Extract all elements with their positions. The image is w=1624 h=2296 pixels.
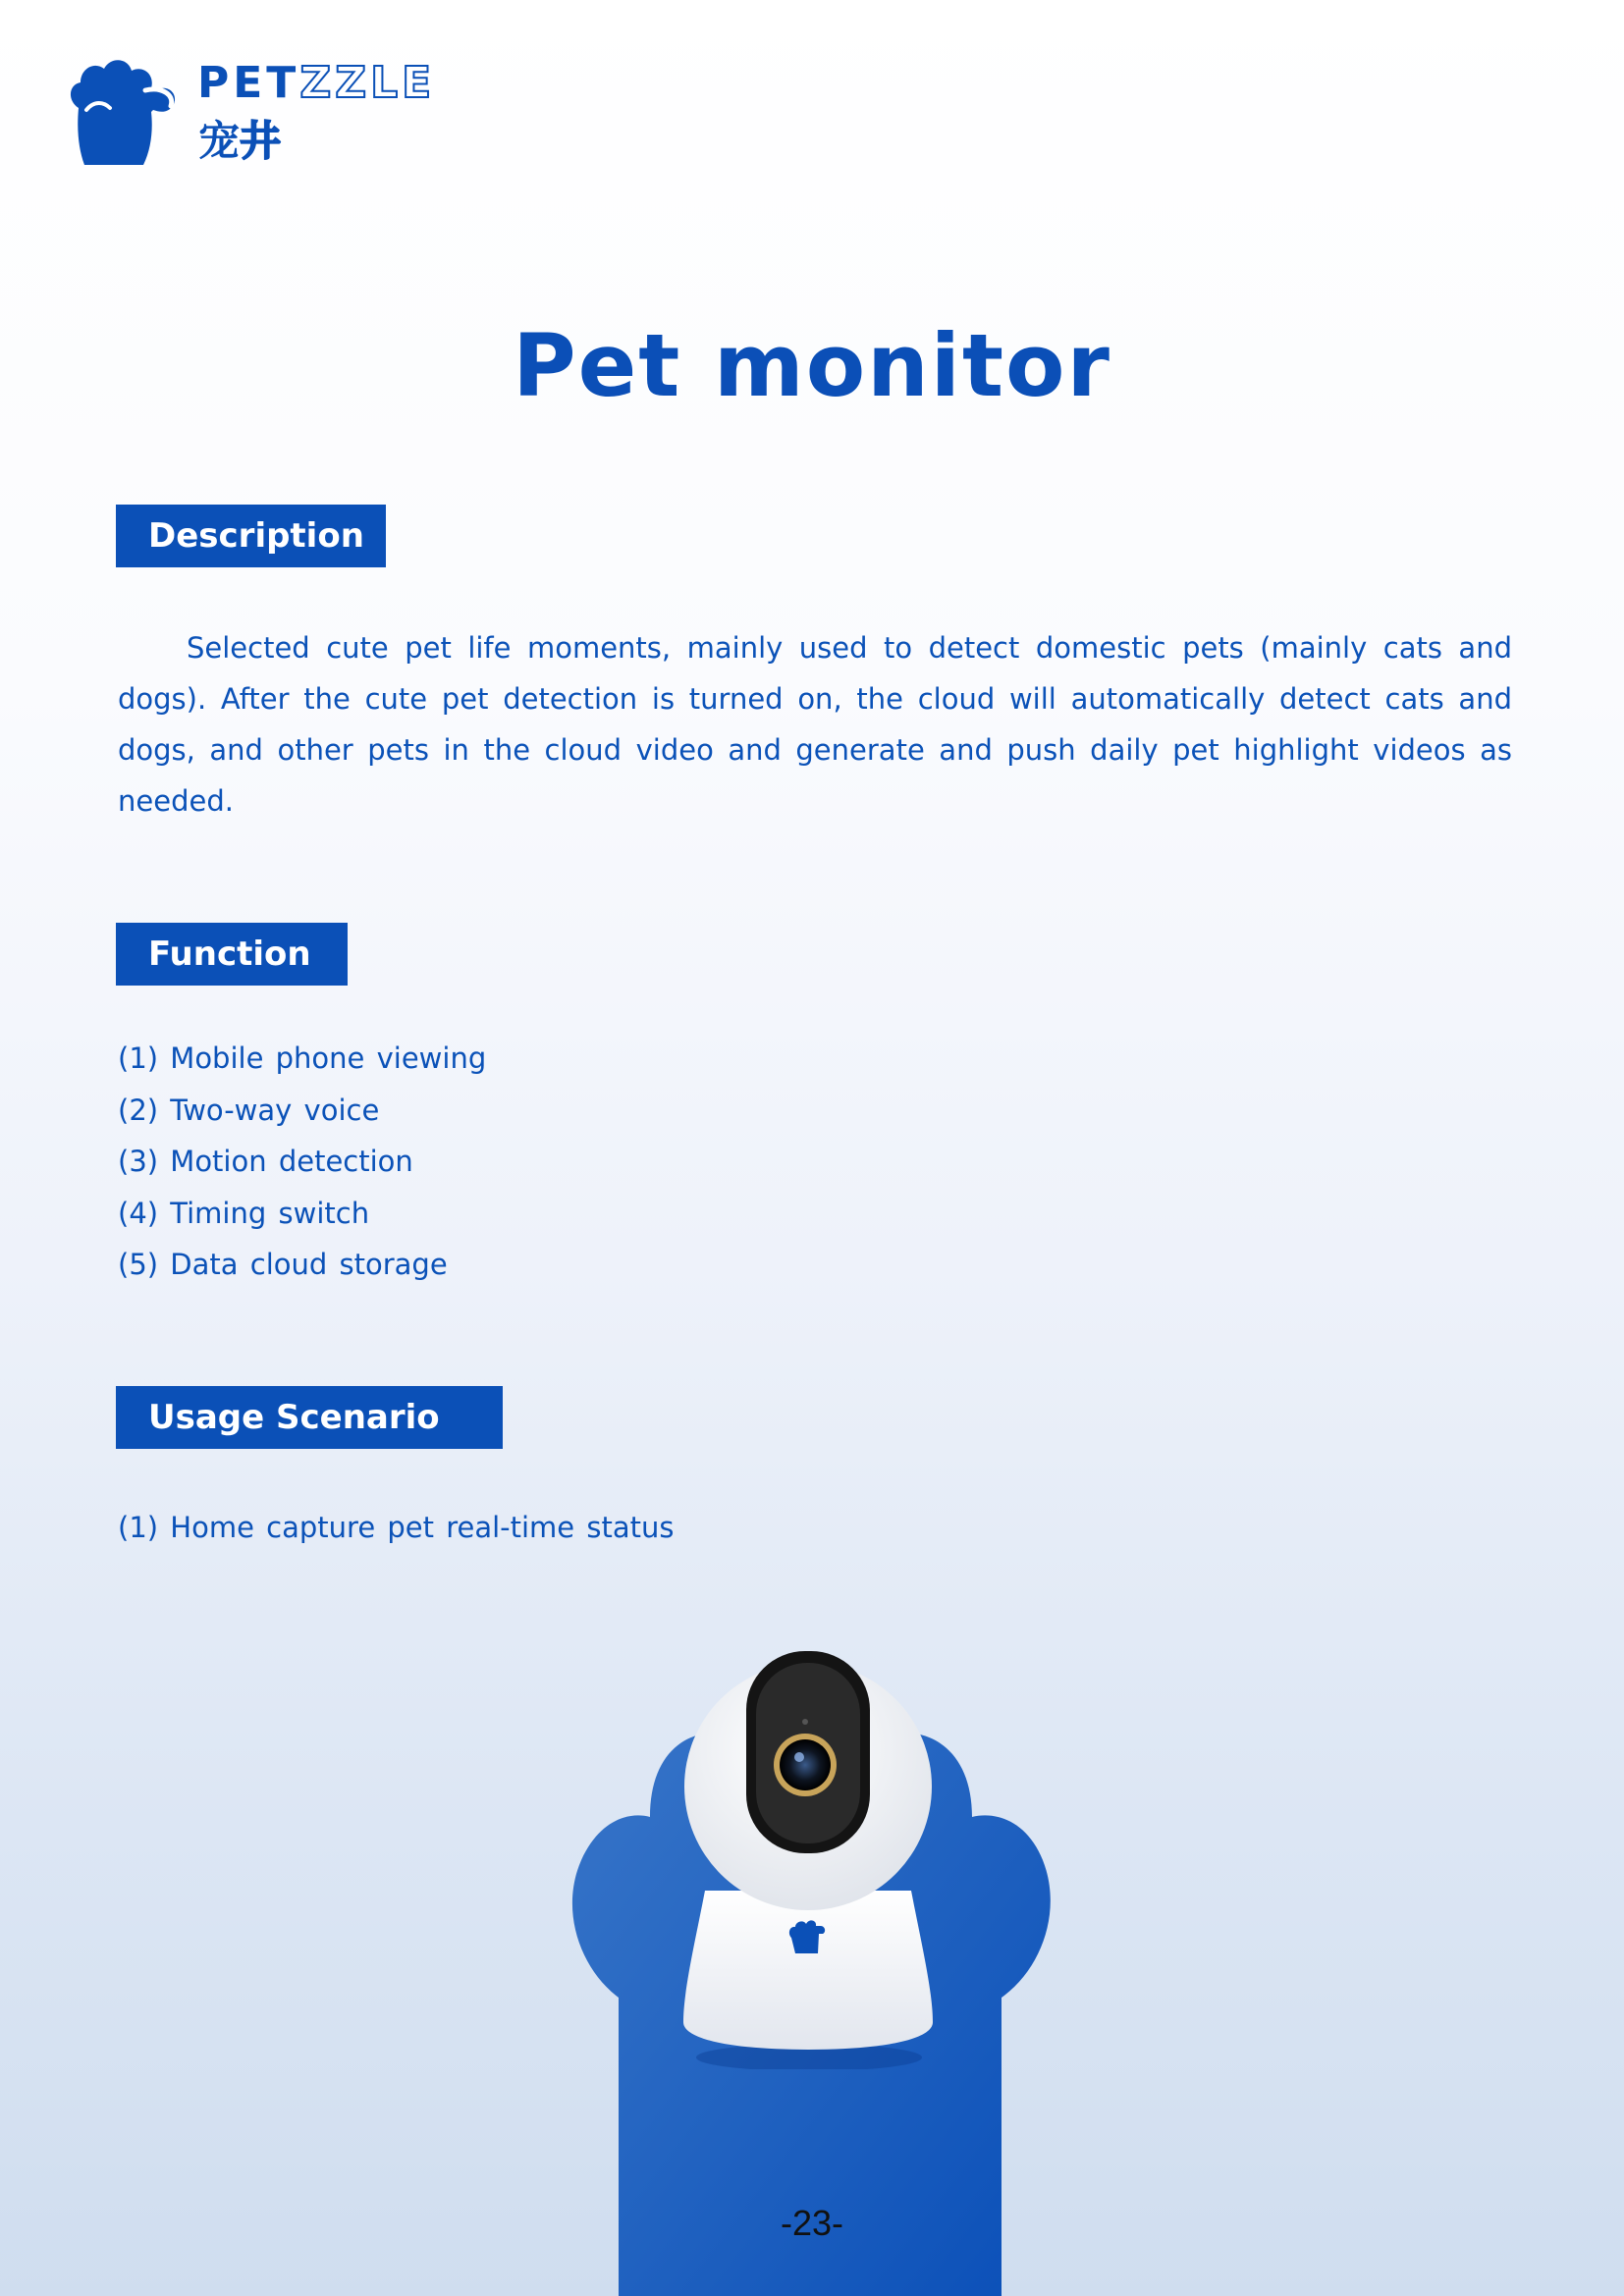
list-item: (1) Mobile phone viewing [118,1041,487,1075]
list-item: (5) Data cloud storage [118,1248,448,1281]
list-item: (1) Home capture pet real-time status [118,1511,675,1544]
brand-cn-char-2: 井 [240,117,282,165]
page-number: -23- [780,2203,844,2243]
brand-name [197,58,436,108]
brand-cn-char-1: 宠 [198,117,241,165]
section-heading-usage-scenario: Usage Scenario [116,1386,503,1449]
list-item: (3) Motion detection [118,1145,413,1178]
page-title: Pet monitor [513,315,1111,416]
section-heading-function: Function [116,923,348,986]
function-list [118,1033,486,1291]
brand-name-outline: ZZLE [299,58,436,108]
brand-logo-icon [65,51,183,173]
section-heading-description: Description [116,505,386,567]
brand-name-chinese [198,117,282,165]
camera-icon [676,1647,941,2069]
brand-name-solid: PET [197,58,300,108]
list-item: (2) Two-way voice [118,1093,380,1127]
description-paragraph: Selected cute pet life moments, mainly used to detect domestic pets (mainly cats and dogs). After the cute pet detection is turned on, the cloud will automatically detect cats and dogs, and other pets in the cloud video and generate and push daily pet highlight videos as needed. [118,631,1512,818]
list-item: (4) Timing switch [118,1196,370,1230]
usage-list [118,1502,674,1554]
